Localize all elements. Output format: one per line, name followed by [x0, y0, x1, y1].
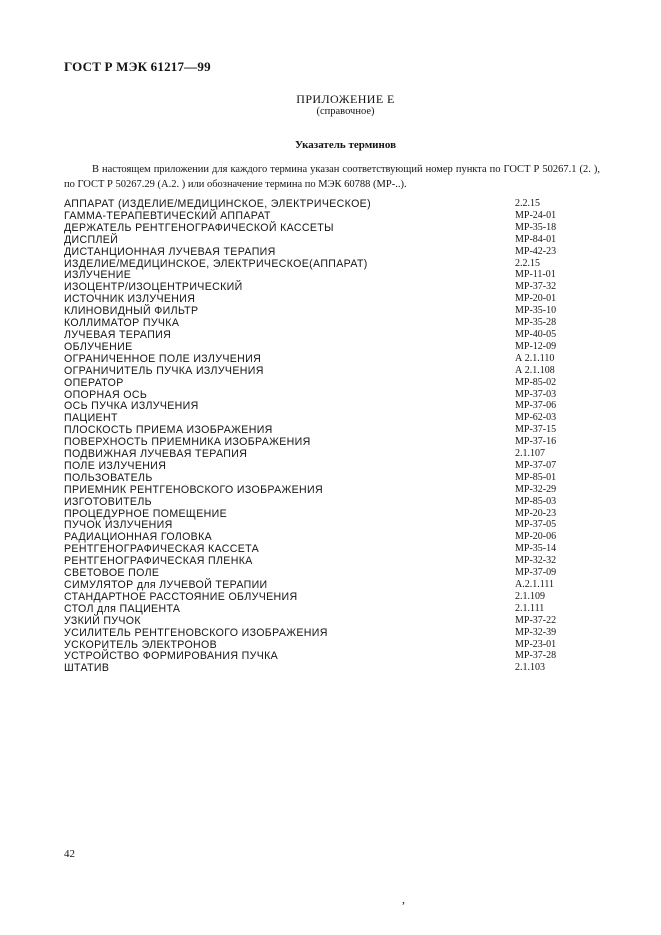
term-code: МР-37-03 [515, 388, 557, 400]
term-name: СИМУЛЯТОР для ЛУЧЕВОЙ ТЕРАПИИ [64, 579, 268, 591]
term-code: МР-20-06 [515, 531, 557, 543]
term-row [64, 293, 584, 305]
term-row [64, 246, 584, 258]
term-code: МР-37-09 [515, 567, 557, 579]
index-title: Указатель терминов [294, 139, 397, 151]
term-code: 2.2.15 [515, 198, 540, 209]
term-name: ПЛОСКОСТЬ ПРИЕМА ИЗОБРАЖЕНИЯ [64, 424, 273, 437]
term-row [64, 341, 584, 353]
term-code: МР-20-23 [515, 507, 557, 519]
term-code: МР-85-03 [515, 495, 557, 507]
term-code: МР-35-18 [515, 221, 557, 233]
term-code: МР-37-07 [515, 459, 557, 471]
term-name: ОПЕРАТОР [64, 376, 124, 389]
term-code: А.2.1.111 [515, 579, 554, 590]
term-row [64, 555, 584, 567]
term-row [64, 234, 584, 246]
intro-paragraph: В настоящем приложении для каждого термина указан соответствующий номер пункта по ГОСТ Р 50267.1 (2. ), по ГОСТ Р 50267.29 (А.2. ) или обозначение термина по МЭК 60788 (МР-..). [64, 164, 600, 190]
term-row [64, 222, 584, 234]
term-name: ШТАТИВ [64, 662, 110, 675]
term-code: МР-37-22 [515, 614, 557, 626]
term-name: ИЗОЦЕНТР/ИЗОЦЕНТРИЧЕСКИЙ [64, 281, 243, 294]
term-name: ПОВЕРХНОСТЬ ПРИЕМНИКА ИЗОБРАЖЕНИЯ [64, 436, 311, 449]
term-name: УСИЛИТЕЛЬ РЕНТГЕНОВСКОГО ИЗОБРАЖЕНИЯ [64, 626, 328, 639]
term-name: ИЗГОТОВИТЕЛЬ [64, 495, 152, 508]
term-code: МР-20-01 [515, 293, 557, 305]
term-name: ПРОЦЕДУРНОЕ ПОМЕЩЕНИЕ [64, 507, 228, 520]
term-row [64, 448, 584, 460]
terms-list [64, 198, 584, 674]
term-code: МР-12-09 [515, 340, 557, 352]
term-code: А 2.1.110 [515, 352, 555, 364]
term-row [64, 365, 584, 377]
term-row [64, 579, 584, 591]
term-code: МР-84-01 [515, 233, 557, 245]
term-name: ОГРАНИЧЕННОЕ ПОЛЕ ИЗЛУЧЕНИЯ [64, 352, 262, 365]
term-code: МР-35-10 [515, 305, 557, 317]
term-row [64, 400, 584, 412]
term-row [64, 603, 584, 615]
term-code: МР-24-01 [515, 209, 557, 221]
term-name: УЗКИЙ ПУЧОК [64, 614, 141, 627]
term-code: МР-42-23 [515, 245, 557, 257]
term-code: МР-35-14 [515, 543, 557, 555]
term-row [64, 531, 584, 543]
term-code: МР-32-29 [515, 483, 557, 495]
term-name: ОБЛУЧЕНИЕ [64, 340, 133, 353]
term-code: МР-37-15 [515, 424, 557, 436]
term-name: ПОЛЕ ИЗЛУЧЕНИЯ [64, 459, 167, 472]
term-row [64, 258, 584, 270]
term-row [64, 377, 584, 389]
term-row [64, 210, 584, 222]
term-name: ОСЬ ПУЧКА ИЗЛУЧЕНИЯ [64, 400, 199, 413]
appendix-title: ПРИЛОЖЕНИЕ Е [296, 92, 395, 106]
term-row [64, 496, 584, 508]
term-name: ПАЦИЕНТ [64, 412, 118, 425]
term-code: МР-37-16 [515, 436, 557, 448]
term-name: РЕНТГЕНОГРАФИЧЕСКАЯ КАССЕТА [64, 543, 260, 556]
term-name: РАДИАЦИОННАЯ ГОЛОВКА [64, 531, 213, 544]
term-row [64, 650, 584, 662]
term-row [64, 353, 584, 365]
term-code: МР-32-39 [515, 626, 557, 638]
term-name: ДИСПЛЕЙ [64, 233, 119, 246]
term-code: МР-62-03 [515, 412, 557, 424]
term-code: МР-37-28 [515, 650, 557, 662]
term-code: МР-37-05 [515, 519, 557, 531]
term-name: ПУЧОК ИЗЛУЧЕНИЯ [64, 519, 173, 532]
term-code: МР-23-01 [515, 638, 557, 650]
term-code: 2.1.107 [515, 448, 545, 460]
term-row [64, 567, 584, 579]
term-name: УСКОРИТЕЛЬ ЭЛЕКТРОНОВ [64, 638, 218, 651]
term-row [64, 591, 584, 603]
term-name: КЛИНОВИДНЫЙ ФИЛЬТР [64, 305, 199, 318]
page-number: 42 [64, 848, 75, 860]
term-code: МР-85-01 [515, 471, 557, 483]
term-code: МР-85-02 [515, 376, 557, 388]
term-code: 2.1.103 [515, 662, 545, 674]
term-name: ИЗДЕЛИЕ/МЕДИЦИНСКОЕ, ЭЛЕКТРИЧЕСКОЕ(АППАРАТ) [64, 257, 368, 270]
term-name: ПОЛЬЗОВАТЕЛЬ [64, 471, 153, 484]
term-row [64, 460, 584, 472]
term-name: РЕНТГЕНОГРАФИЧЕСКАЯ ПЛЕНКА [64, 555, 253, 568]
term-row [64, 662, 584, 674]
term-name: СТОЛ для ПАЦИЕНТА [64, 602, 181, 615]
term-code: МР-32-32 [515, 555, 557, 567]
term-row [64, 436, 584, 448]
term-row [64, 519, 584, 531]
term-name: ОГРАНИЧИТЕЛЬ ПУЧКА ИЗЛУЧЕНИЯ [64, 364, 264, 377]
term-name: СТАНДАРТНОЕ РАССТОЯНИЕ ОБЛУЧЕНИЯ [64, 590, 298, 603]
term-row [64, 472, 584, 484]
term-row [64, 484, 584, 496]
term-row [64, 305, 584, 317]
term-name: КОЛЛИМАТОР ПУЧКА [64, 317, 180, 330]
term-name: ГАММА-ТЕРАПЕВТИЧЕСКИЙ АППАРАТ [64, 209, 271, 222]
term-name: ДЕРЖАТЕЛЬ РЕНТГЕНОГРАФИЧЕСКОЙ КАССЕТЫ [64, 221, 334, 234]
term-code: МР-11-01 [515, 269, 556, 281]
term-row [64, 198, 584, 210]
term-name: ОПОРНАЯ ОСЬ [64, 388, 148, 401]
term-code: МР-35-28 [515, 317, 557, 329]
term-row [64, 389, 584, 401]
term-code: 2.2.15 [515, 257, 540, 269]
term-name: ИСТОЧНИК ИЗЛУЧЕНИЯ [64, 293, 196, 306]
term-row [64, 329, 584, 341]
term-name: ПОДВИЖНАЯ ЛУЧЕВАЯ ТЕРАПИЯ [64, 448, 248, 461]
term-code: МР-37-32 [515, 281, 557, 293]
term-row [64, 281, 584, 293]
term-code: А 2.1.108 [515, 364, 555, 376]
term-row [64, 615, 584, 627]
term-code: 2.1.111 [515, 602, 545, 614]
term-name: АППАРАТ (ИЗДЕЛИЕ/МЕДИЦИНСКОЕ, ЭЛЕКТРИЧЕСКОЕ) [64, 198, 371, 210]
term-code: МР-40-05 [515, 328, 557, 340]
term-row [64, 424, 584, 436]
term-row [64, 412, 584, 424]
term-row [64, 639, 584, 651]
term-name: СВЕТОВОЕ ПОЛЕ [64, 567, 160, 580]
term-row [64, 627, 584, 639]
term-row [64, 543, 584, 555]
term-name: ЛУЧЕВАЯ ТЕРАПИЯ [64, 328, 172, 341]
term-name: УСТРОЙСТВО ФОРМИРОВАНИЯ ПУЧКА [64, 650, 279, 663]
stray-mark: , [402, 892, 405, 906]
appendix-subtitle: (справочное) [316, 106, 375, 117]
term-code: 2.1.109 [515, 590, 545, 602]
term-name: ПРИЕМНИК РЕНТГЕНОВСКОГО ИЗОБРАЖЕНИЯ [64, 483, 324, 496]
term-name: ИЗЛУЧЕНИЕ [64, 269, 132, 282]
term-code: МР-37-06 [515, 400, 557, 412]
term-row [64, 317, 584, 329]
term-name: ДИСТАНЦИОННАЯ ЛУЧЕВАЯ ТЕРАПИЯ [64, 245, 276, 258]
document-code: ГОСТ Р МЭК 61217—99 [64, 59, 211, 74]
term-row [64, 508, 584, 520]
term-row [64, 269, 584, 281]
